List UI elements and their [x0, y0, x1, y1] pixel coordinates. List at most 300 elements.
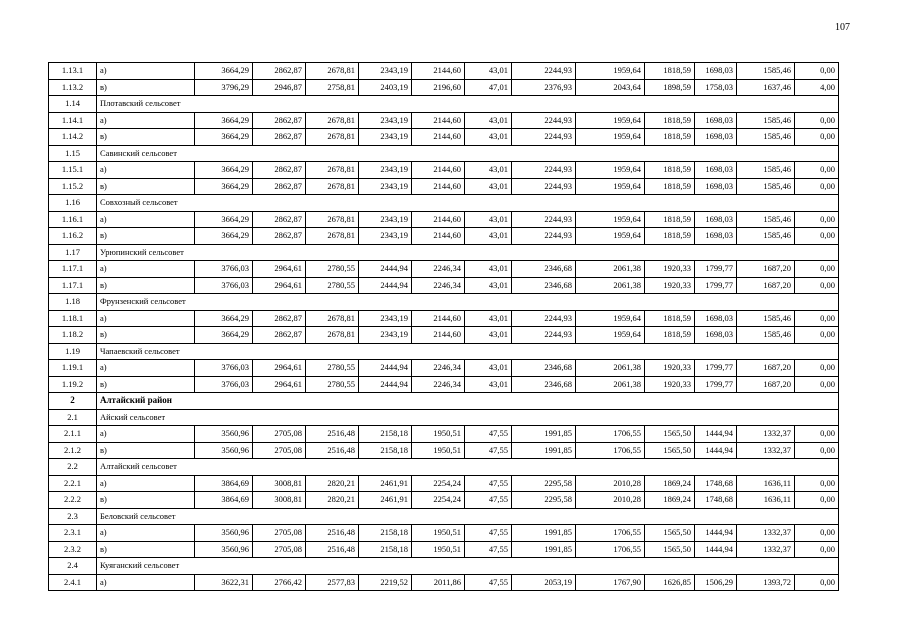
value-cell: 1991,85 — [512, 525, 576, 542]
value-cell: 3664,29 — [195, 112, 253, 129]
value-cell: 1767,90 — [576, 574, 645, 591]
value-cell: 0,00 — [795, 112, 839, 129]
value-cell: 1698,03 — [695, 63, 737, 80]
value-cell: 2144,60 — [412, 228, 465, 245]
value-cell: 0,00 — [795, 129, 839, 146]
value-cell: 2244,93 — [512, 129, 576, 146]
value-cell: 2444,94 — [359, 360, 412, 377]
table-row — [49, 327, 839, 344]
table-row — [49, 360, 839, 377]
value-cell: 0,00 — [795, 442, 839, 459]
row-code: 1.15 — [49, 145, 97, 162]
row-label: в) — [97, 228, 195, 245]
value-cell: 2158,18 — [359, 442, 412, 459]
table-row — [49, 442, 839, 459]
value-cell: 3766,03 — [195, 376, 253, 393]
row-label: а) — [97, 162, 195, 179]
value-cell: 3766,03 — [195, 277, 253, 294]
value-cell: 2158,18 — [359, 541, 412, 558]
value-cell: 1818,59 — [645, 63, 695, 80]
value-cell: 1698,03 — [695, 327, 737, 344]
value-cell: 0,00 — [795, 228, 839, 245]
value-cell: 3560,96 — [195, 541, 253, 558]
value-cell: 43,01 — [465, 277, 512, 294]
value-cell: 1991,85 — [512, 426, 576, 443]
value-cell: 1799,77 — [695, 261, 737, 278]
row-code: 1.17 — [49, 244, 97, 261]
value-cell: 2219,52 — [359, 574, 412, 591]
value-cell: 0,00 — [795, 327, 839, 344]
value-cell: 1626,85 — [645, 574, 695, 591]
row-label: в) — [97, 178, 195, 195]
value-cell: 2376,93 — [512, 79, 576, 96]
value-cell: 0,00 — [795, 541, 839, 558]
value-cell: 47,55 — [465, 574, 512, 591]
group-title: Савинский сельсовет — [97, 145, 839, 162]
value-cell: 47,55 — [465, 426, 512, 443]
value-cell: 1444,94 — [695, 525, 737, 542]
value-cell: 3664,29 — [195, 178, 253, 195]
row-code: 1.16.2 — [49, 228, 97, 245]
value-cell: 43,01 — [465, 211, 512, 228]
value-cell: 0,00 — [795, 475, 839, 492]
value-cell: 43,01 — [465, 228, 512, 245]
value-cell: 1959,64 — [576, 327, 645, 344]
value-cell: 1898,59 — [645, 79, 695, 96]
row-label: в) — [97, 376, 195, 393]
value-cell: 47,55 — [465, 492, 512, 509]
group-title: Алтайский район — [97, 393, 839, 410]
value-cell: 1818,59 — [645, 211, 695, 228]
value-cell: 2678,81 — [306, 310, 359, 327]
group-row — [49, 145, 839, 162]
row-code: 2.3 — [49, 508, 97, 525]
value-cell: 1950,51 — [412, 541, 465, 558]
value-cell: 1585,46 — [737, 112, 795, 129]
value-cell: 43,01 — [465, 129, 512, 146]
value-cell: 2705,08 — [253, 541, 306, 558]
value-cell: 2862,87 — [253, 178, 306, 195]
value-cell: 2343,19 — [359, 211, 412, 228]
value-cell: 47,01 — [465, 79, 512, 96]
value-cell: 2246,34 — [412, 376, 465, 393]
value-cell: 0,00 — [795, 277, 839, 294]
value-cell: 4,00 — [795, 79, 839, 96]
value-cell: 1636,11 — [737, 492, 795, 509]
value-cell: 3766,03 — [195, 360, 253, 377]
table-row — [49, 475, 839, 492]
value-cell: 2678,81 — [306, 327, 359, 344]
value-cell: 1585,46 — [737, 162, 795, 179]
value-cell: 1748,68 — [695, 475, 737, 492]
value-cell: 2678,81 — [306, 63, 359, 80]
value-cell: 2705,08 — [253, 442, 306, 459]
row-code: 1.17.1 — [49, 277, 97, 294]
value-cell: 1959,64 — [576, 63, 645, 80]
value-cell: 2246,34 — [412, 360, 465, 377]
value-cell: 43,01 — [465, 112, 512, 129]
value-cell: 2678,81 — [306, 162, 359, 179]
row-label: а) — [97, 112, 195, 129]
row-code: 1.16.1 — [49, 211, 97, 228]
group-title: Плотавский сельсовет — [97, 96, 839, 113]
row-code: 1.19.2 — [49, 376, 97, 393]
value-cell: 2244,93 — [512, 162, 576, 179]
value-cell: 1585,46 — [737, 310, 795, 327]
row-code: 2.2.2 — [49, 492, 97, 509]
value-cell: 2244,93 — [512, 310, 576, 327]
page-number: 107 — [835, 22, 850, 33]
row-code: 1.16 — [49, 195, 97, 212]
value-cell: 1706,55 — [576, 541, 645, 558]
value-cell: 2862,87 — [253, 162, 306, 179]
value-cell: 1332,37 — [737, 541, 795, 558]
value-cell: 1818,59 — [645, 178, 695, 195]
value-cell: 1920,33 — [645, 261, 695, 278]
value-cell: 2678,81 — [306, 211, 359, 228]
row-code: 2.1 — [49, 409, 97, 426]
table-row — [49, 228, 839, 245]
value-cell: 0,00 — [795, 376, 839, 393]
value-cell: 1698,03 — [695, 228, 737, 245]
table-row — [49, 112, 839, 129]
group-row — [49, 244, 839, 261]
row-code: 2.2.1 — [49, 475, 97, 492]
value-cell: 2158,18 — [359, 426, 412, 443]
value-cell: 1959,64 — [576, 162, 645, 179]
value-cell: 2254,24 — [412, 475, 465, 492]
value-cell: 2343,19 — [359, 327, 412, 344]
value-cell: 1687,20 — [737, 360, 795, 377]
value-cell: 43,01 — [465, 360, 512, 377]
value-cell: 2444,94 — [359, 376, 412, 393]
row-label: в) — [97, 442, 195, 459]
row-code: 1.18 — [49, 294, 97, 311]
value-cell: 1991,85 — [512, 541, 576, 558]
value-cell: 2346,68 — [512, 376, 576, 393]
group-title: Айский сельсовет — [97, 409, 839, 426]
group-row — [49, 558, 839, 575]
value-cell: 3008,81 — [253, 475, 306, 492]
table-row — [49, 129, 839, 146]
group-row — [49, 508, 839, 525]
value-cell: 2862,87 — [253, 129, 306, 146]
value-cell: 2705,08 — [253, 525, 306, 542]
value-cell: 2144,60 — [412, 129, 465, 146]
value-cell: 2144,60 — [412, 327, 465, 344]
value-cell: 1869,24 — [645, 492, 695, 509]
value-cell: 2705,08 — [253, 426, 306, 443]
value-cell: 1950,51 — [412, 525, 465, 542]
value-cell: 1585,46 — [737, 228, 795, 245]
table-row — [49, 261, 839, 278]
value-cell: 2343,19 — [359, 310, 412, 327]
row-code: 1.15.1 — [49, 162, 97, 179]
value-cell: 1799,77 — [695, 277, 737, 294]
value-cell: 2862,87 — [253, 310, 306, 327]
row-code: 1.18.2 — [49, 327, 97, 344]
value-cell: 0,00 — [795, 525, 839, 542]
value-cell: 2758,81 — [306, 79, 359, 96]
value-cell: 2577,83 — [306, 574, 359, 591]
value-cell: 2678,81 — [306, 112, 359, 129]
row-code: 1.19 — [49, 343, 97, 360]
row-label: а) — [97, 426, 195, 443]
value-cell: 0,00 — [795, 63, 839, 80]
value-cell: 1991,85 — [512, 442, 576, 459]
value-cell: 1565,50 — [645, 442, 695, 459]
value-cell: 2246,34 — [412, 277, 465, 294]
value-cell: 2343,19 — [359, 178, 412, 195]
table-row — [49, 79, 839, 96]
value-cell: 2862,87 — [253, 211, 306, 228]
value-cell: 2862,87 — [253, 63, 306, 80]
table-row — [49, 277, 839, 294]
value-cell: 3664,29 — [195, 327, 253, 344]
value-cell: 2346,68 — [512, 261, 576, 278]
value-cell: 2144,60 — [412, 112, 465, 129]
value-cell: 3664,29 — [195, 162, 253, 179]
value-cell: 2061,38 — [576, 277, 645, 294]
value-cell: 2244,93 — [512, 178, 576, 195]
value-cell: 1506,29 — [695, 574, 737, 591]
value-cell: 1799,77 — [695, 360, 737, 377]
row-code: 2.1.2 — [49, 442, 97, 459]
value-cell: 1698,03 — [695, 112, 737, 129]
value-cell: 1332,37 — [737, 525, 795, 542]
value-cell: 43,01 — [465, 178, 512, 195]
value-cell: 2678,81 — [306, 228, 359, 245]
value-cell: 2244,93 — [512, 112, 576, 129]
group-row — [49, 409, 839, 426]
value-cell: 2244,93 — [512, 327, 576, 344]
row-label: а) — [97, 211, 195, 228]
table-row — [49, 376, 839, 393]
value-cell: 2158,18 — [359, 525, 412, 542]
value-cell: 2516,48 — [306, 525, 359, 542]
value-cell: 1636,11 — [737, 475, 795, 492]
value-cell: 2820,21 — [306, 492, 359, 509]
value-cell: 2964,61 — [253, 277, 306, 294]
value-cell: 2862,87 — [253, 228, 306, 245]
value-cell: 2244,93 — [512, 63, 576, 80]
value-cell: 1818,59 — [645, 129, 695, 146]
row-label: в) — [97, 541, 195, 558]
group-row — [49, 195, 839, 212]
value-cell: 3560,96 — [195, 525, 253, 542]
value-cell: 3664,29 — [195, 211, 253, 228]
value-cell: 2010,28 — [576, 492, 645, 509]
row-label: а) — [97, 261, 195, 278]
value-cell: 1818,59 — [645, 327, 695, 344]
value-cell: 2346,68 — [512, 360, 576, 377]
value-cell: 47,55 — [465, 525, 512, 542]
value-cell: 0,00 — [795, 492, 839, 509]
value-cell: 2061,38 — [576, 376, 645, 393]
value-cell: 43,01 — [465, 261, 512, 278]
group-row — [49, 96, 839, 113]
value-cell: 3008,81 — [253, 492, 306, 509]
value-cell: 2946,87 — [253, 79, 306, 96]
row-code: 1.14 — [49, 96, 97, 113]
row-code: 2.4 — [49, 558, 97, 575]
value-cell: 47,55 — [465, 475, 512, 492]
table-row — [49, 525, 839, 542]
value-cell: 2295,58 — [512, 492, 576, 509]
value-cell: 1950,51 — [412, 442, 465, 459]
value-cell: 2780,55 — [306, 376, 359, 393]
value-cell: 2964,61 — [253, 360, 306, 377]
value-cell: 0,00 — [795, 310, 839, 327]
value-cell: 2295,58 — [512, 475, 576, 492]
table-row — [49, 492, 839, 509]
value-cell: 3664,29 — [195, 228, 253, 245]
value-cell: 43,01 — [465, 327, 512, 344]
table-row — [49, 310, 839, 327]
group-row — [49, 294, 839, 311]
value-cell: 1748,68 — [695, 492, 737, 509]
value-cell: 0,00 — [795, 426, 839, 443]
value-cell: 1332,37 — [737, 426, 795, 443]
row-code: 1.13.2 — [49, 79, 97, 96]
value-cell: 1565,50 — [645, 525, 695, 542]
value-cell: 2061,38 — [576, 261, 645, 278]
value-cell: 2343,19 — [359, 112, 412, 129]
value-cell: 43,01 — [465, 376, 512, 393]
value-cell: 2461,91 — [359, 475, 412, 492]
group-title: Совхозный сельсовет — [97, 195, 839, 212]
value-cell: 1920,33 — [645, 376, 695, 393]
group-row — [49, 343, 839, 360]
row-label: в) — [97, 79, 195, 96]
group-title: Куяганский сельсовет — [97, 558, 839, 575]
table-row — [49, 426, 839, 443]
value-cell: 2043,64 — [576, 79, 645, 96]
value-cell: 2444,94 — [359, 261, 412, 278]
value-cell: 1565,50 — [645, 541, 695, 558]
row-label: в) — [97, 492, 195, 509]
value-cell: 2144,60 — [412, 63, 465, 80]
row-label: а) — [97, 475, 195, 492]
value-cell: 1818,59 — [645, 228, 695, 245]
value-cell: 1687,20 — [737, 261, 795, 278]
value-cell: 43,01 — [465, 310, 512, 327]
row-code: 2.3.1 — [49, 525, 97, 542]
row-label: в) — [97, 327, 195, 344]
row-code: 1.13.1 — [49, 63, 97, 80]
value-cell: 1959,64 — [576, 178, 645, 195]
value-cell: 2246,34 — [412, 261, 465, 278]
value-cell: 1959,64 — [576, 310, 645, 327]
value-cell: 3796,29 — [195, 79, 253, 96]
value-cell: 2061,38 — [576, 360, 645, 377]
value-cell: 1959,64 — [576, 228, 645, 245]
tariff-table — [48, 62, 839, 591]
value-cell: 2011,86 — [412, 574, 465, 591]
value-cell: 2678,81 — [306, 178, 359, 195]
group-title: Беловский сельсовет — [97, 508, 839, 525]
value-cell: 2780,55 — [306, 360, 359, 377]
value-cell: 1818,59 — [645, 310, 695, 327]
value-cell: 1565,50 — [645, 426, 695, 443]
row-label: а) — [97, 525, 195, 542]
value-cell: 2444,94 — [359, 277, 412, 294]
value-cell: 1585,46 — [737, 63, 795, 80]
value-cell: 3766,03 — [195, 261, 253, 278]
row-code: 2.4.1 — [49, 574, 97, 591]
value-cell: 2780,55 — [306, 277, 359, 294]
value-cell: 3622,31 — [195, 574, 253, 591]
row-label: в) — [97, 129, 195, 146]
value-cell: 2343,19 — [359, 129, 412, 146]
value-cell: 1950,51 — [412, 426, 465, 443]
value-cell: 1637,46 — [737, 79, 795, 96]
table-row — [49, 178, 839, 195]
value-cell: 2516,48 — [306, 426, 359, 443]
value-cell: 1959,64 — [576, 129, 645, 146]
value-cell: 3560,96 — [195, 442, 253, 459]
value-cell: 2461,91 — [359, 492, 412, 509]
value-cell: 1706,55 — [576, 426, 645, 443]
value-cell: 0,00 — [795, 261, 839, 278]
value-cell: 2343,19 — [359, 162, 412, 179]
row-code: 2.2 — [49, 459, 97, 476]
value-cell: 2343,19 — [359, 228, 412, 245]
row-label: а) — [97, 63, 195, 80]
group-title: Фрунзенский сельсовет — [97, 294, 839, 311]
value-cell: 2862,87 — [253, 112, 306, 129]
row-label: в) — [97, 277, 195, 294]
value-cell: 2766,42 — [253, 574, 306, 591]
value-cell: 1585,46 — [737, 178, 795, 195]
value-cell: 1920,33 — [645, 360, 695, 377]
value-cell: 3664,29 — [195, 310, 253, 327]
value-cell: 1698,03 — [695, 162, 737, 179]
value-cell: 47,55 — [465, 442, 512, 459]
value-cell: 2403,19 — [359, 79, 412, 96]
value-cell: 2244,93 — [512, 211, 576, 228]
value-cell: 2964,61 — [253, 376, 306, 393]
value-cell: 47,55 — [465, 541, 512, 558]
value-cell: 2254,24 — [412, 492, 465, 509]
value-cell: 2010,28 — [576, 475, 645, 492]
group-row — [49, 393, 839, 410]
value-cell: 0,00 — [795, 360, 839, 377]
value-cell: 3664,29 — [195, 63, 253, 80]
value-cell: 2346,68 — [512, 277, 576, 294]
row-code: 1.19.1 — [49, 360, 97, 377]
value-cell: 1444,94 — [695, 442, 737, 459]
value-cell: 2144,60 — [412, 178, 465, 195]
value-cell: 1758,03 — [695, 79, 737, 96]
value-cell: 1585,46 — [737, 327, 795, 344]
value-cell: 0,00 — [795, 178, 839, 195]
group-title: Алтайский сельсовет — [97, 459, 839, 476]
row-code: 1.14.2 — [49, 129, 97, 146]
value-cell: 43,01 — [465, 63, 512, 80]
value-cell: 1698,03 — [695, 129, 737, 146]
row-code: 2.3.2 — [49, 541, 97, 558]
value-cell: 1920,33 — [645, 277, 695, 294]
value-cell: 1706,55 — [576, 525, 645, 542]
value-cell: 0,00 — [795, 211, 839, 228]
table-body — [49, 63, 839, 591]
row-code: 1.14.1 — [49, 112, 97, 129]
row-code: 2 — [49, 393, 97, 410]
value-cell: 3664,29 — [195, 129, 253, 146]
value-cell: 1585,46 — [737, 211, 795, 228]
value-cell: 0,00 — [795, 574, 839, 591]
